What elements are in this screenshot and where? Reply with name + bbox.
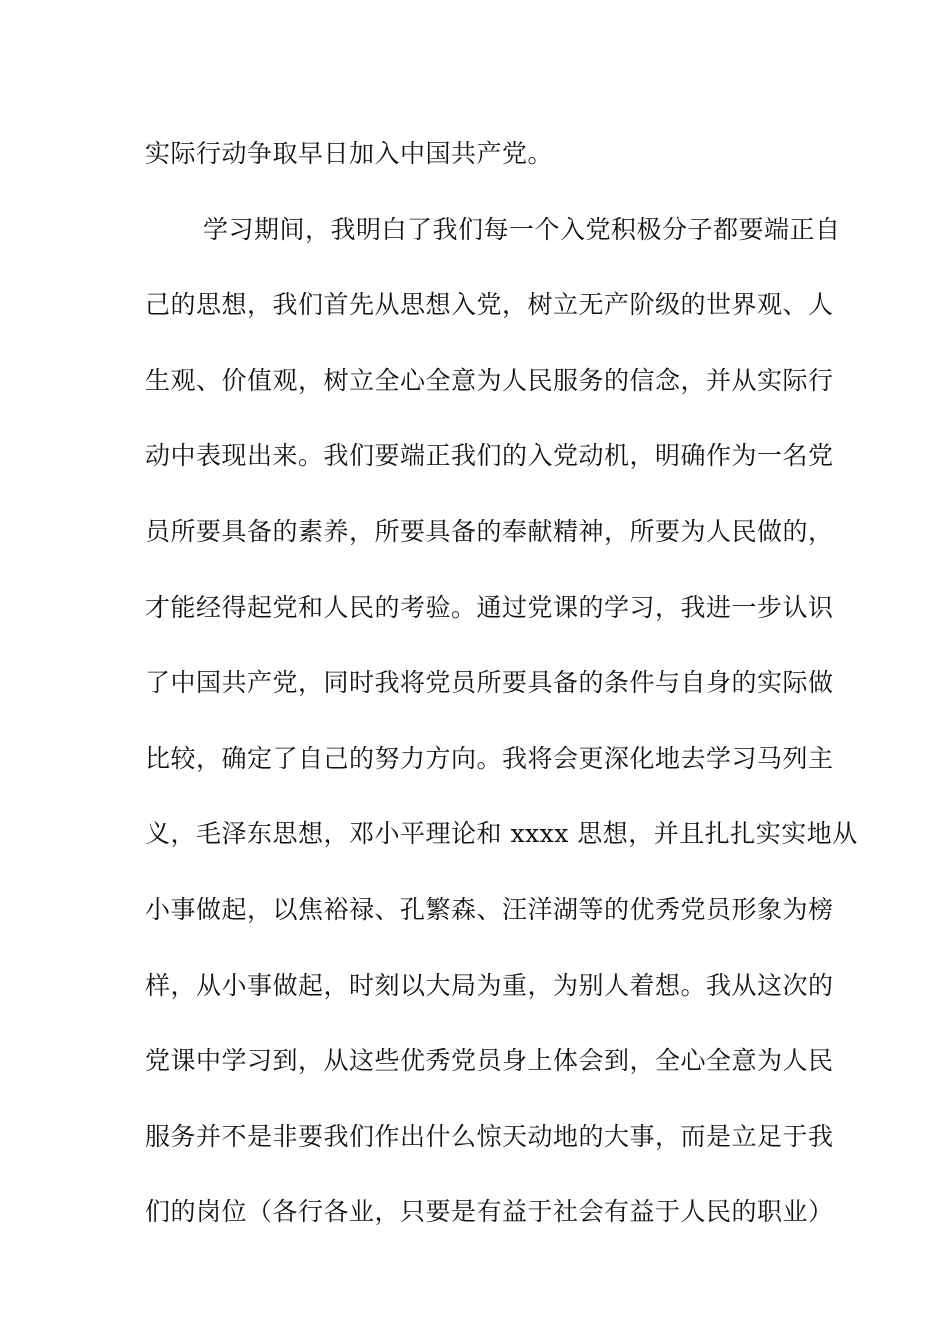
text-line: 小事做起，以焦裕禄、孔繁森、汪洋湖等的优秀党员形象为榜 <box>145 894 834 924</box>
text-line: 样，从小事做起，时刻以大局为重，为别人着想。我从这次的 <box>145 970 834 1000</box>
text-line: 员所要具备的素养，所要具备的奉献精神，所要为人民做的， <box>145 516 834 546</box>
text-line: 服务并不是非要我们作出什么惊天动地的大事，而是立足于我 <box>145 1121 834 1151</box>
paragraph-first-line: 学习期间，我明白了我们每一个入党积极分子都要端正自 <box>203 214 841 244</box>
text-line: 了中国共产党，同时我将党员所要具备的条件与自身的实际做 <box>145 668 834 698</box>
text-line: 实际行动争取早日加入中国共产党。 <box>145 139 554 168</box>
text-line: 动中表现出来。我们要端正我们的入党动机，明确作为一名党 <box>145 441 834 471</box>
text-line: 才能经得起党和人民的考验。通过党课的学习，我进一步认识 <box>145 592 834 622</box>
body-text <box>145 126 858 1260</box>
text-line: 们的岗位（各行各业，只要是有益于社会有益于人民的职业） <box>145 1197 834 1227</box>
text-line: 义，毛泽东思想，邓小平理论和 xxxx 思想，并且扎扎实实地从 <box>145 819 858 849</box>
text-line: 生观、价值观，树立全心全意为人民服务的信念，并从实际行 <box>145 365 834 395</box>
text-line: 己的思想，我们首先从思想入党，树立无产阶级的世界观、人 <box>145 290 834 320</box>
text-line: 比较，确定了自己的努力方向。我将会更深化地去学习马列主 <box>145 743 834 773</box>
text-line: 党课中学习到，从这些优秀党员身上体会到，全心全意为人民 <box>145 1046 834 1076</box>
